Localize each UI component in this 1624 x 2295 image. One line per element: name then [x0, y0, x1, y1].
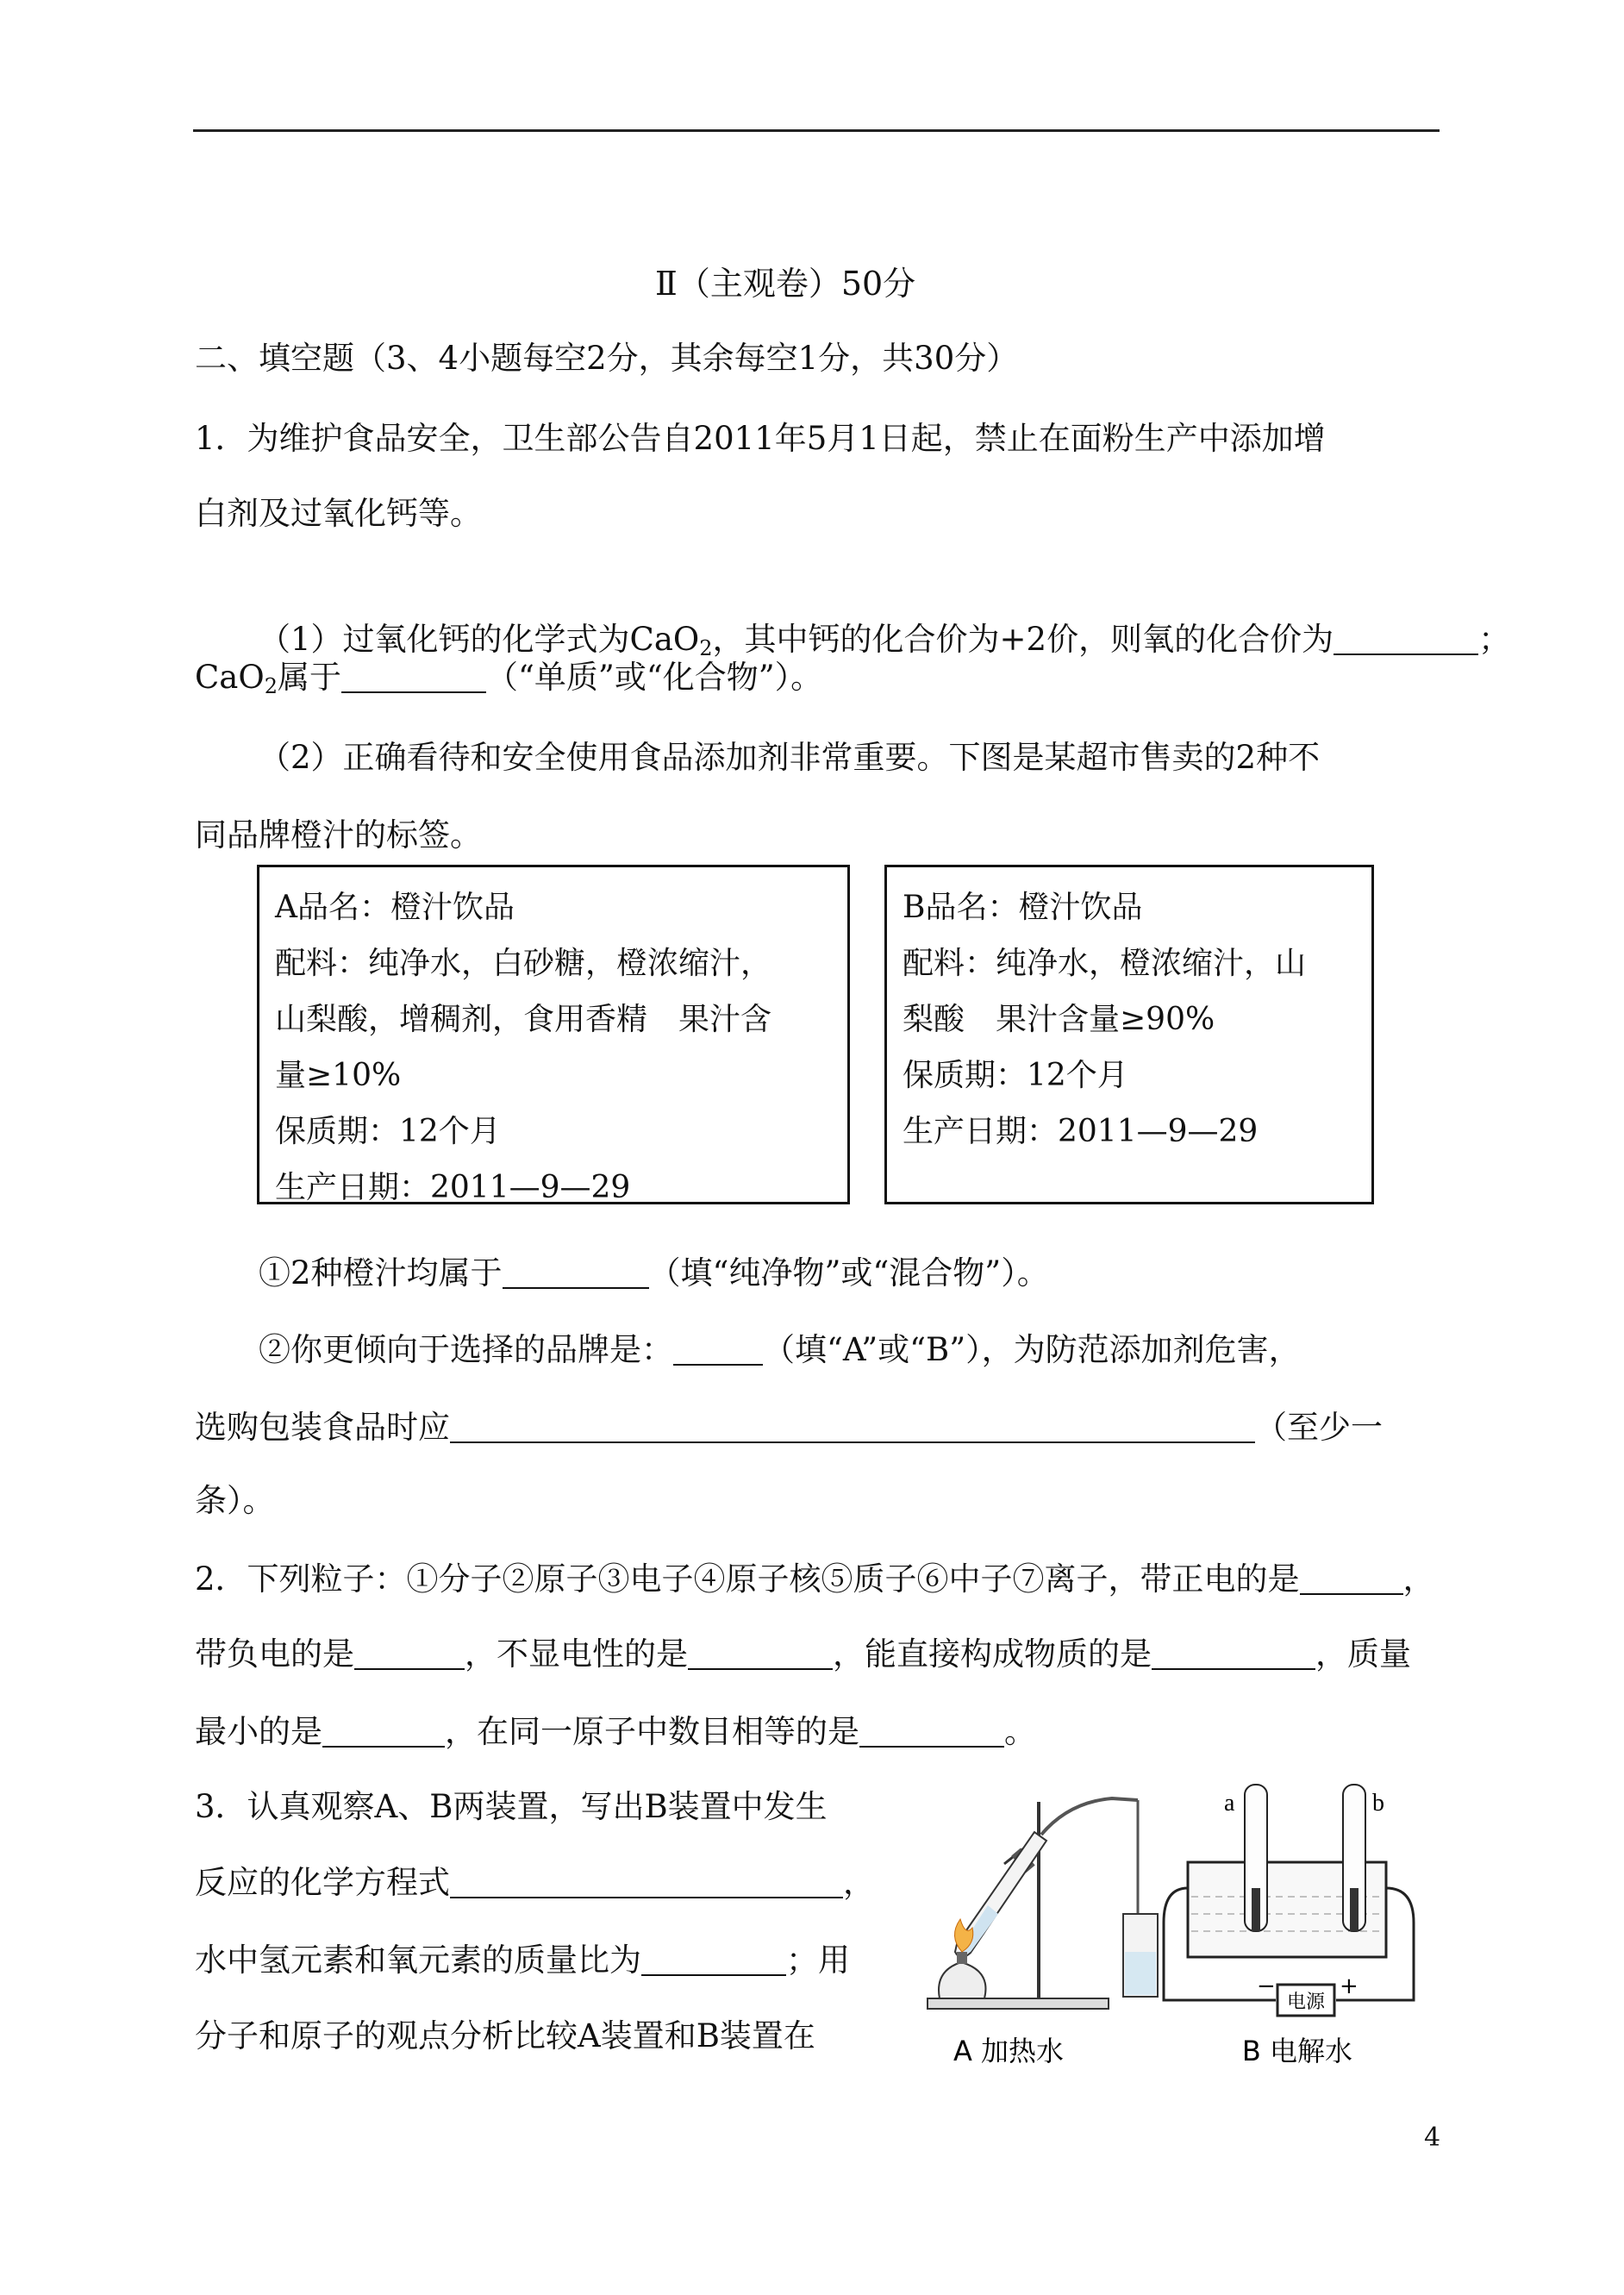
label-a-line: 保质期：12个月 — [275, 1114, 501, 1149]
q1-part1-line1: （1）过氧化钙的化学式为CaO$_2$，其中钙的化合价为+2价，则氧的化合价为 ； — [259, 621, 1511, 660]
label-b-line: B品名：橙汁饮品 — [903, 890, 1143, 925]
apparatus-figure — [922, 1767, 1422, 2069]
q2-line1: 2．下列粒子：①分子②原子③电子④原子核⑤质子⑥中子⑦离子，带正电的是 ， — [195, 1560, 1435, 1598]
caption-a: A 加热水 — [953, 2035, 1065, 2067]
q1-sub2-line3: 条）。 — [195, 1482, 275, 1519]
caption-b: B 电解水 — [1241, 2035, 1353, 2067]
electrolysis-apparatus — [1164, 1785, 1414, 2016]
answer-blank[interactable] — [1152, 1637, 1315, 1670]
q1-part2-line1: （2）正确看待和安全使用食品添加剂非常重要。下图是某超市售卖的2种不 — [259, 739, 1321, 776]
answer-blank[interactable] — [450, 1410, 1255, 1443]
answer-blank[interactable] — [688, 1637, 833, 1670]
label-b-line: 梨酸 果汁含量≥90% — [903, 1002, 1215, 1037]
label-brand-b — [884, 865, 1374, 1204]
answer-blank[interactable] — [859, 1715, 1004, 1748]
label-b-line: 生产日期：2011—9—29 — [903, 1114, 1259, 1149]
label-a-line: 山梨酸，增稠剂，食用香精 果汁含 — [275, 1002, 772, 1037]
tube-b-label: b — [1372, 1790, 1384, 1817]
q1-line2: 白剂及过氧化钙等。 — [195, 495, 482, 532]
answer-blank[interactable] — [354, 1637, 465, 1670]
q3-line4: 分子和原子的观点分析比较A装置和B装置在 — [195, 2017, 815, 2054]
q2-line2: 带负电的是 ，不显电性的是 ，能直接构成物质的是 ，质量 — [195, 1635, 1411, 1673]
q1-sub1: ①2种橙汁均属于 （填“纯净物”或“混合物”）。 — [259, 1254, 1049, 1291]
header-rule — [193, 129, 1440, 132]
q1-sub2-line2: 选购包装食品时应 （至少一 — [195, 1409, 1383, 1446]
label-b-line: 保质期：12个月 — [903, 1058, 1128, 1093]
answer-blank[interactable] — [341, 660, 486, 693]
label-a-line: 生产日期：2011—9—29 — [275, 1170, 631, 1205]
tube-a-label: a — [1224, 1790, 1235, 1817]
q1-line1: 1．为维护食品安全，卫生部公告自2011年5月1日起，禁止在面粉生产中添加增 — [195, 420, 1326, 457]
answer-blank[interactable] — [1300, 1562, 1403, 1595]
answer-blank[interactable] — [673, 1333, 763, 1366]
label-brand-a — [257, 865, 850, 1204]
q3-line3: 水中氢元素和氧元素的质量比为 ；用 — [195, 1942, 850, 1979]
label-b-line: 配料：纯净水，橙浓缩汁，山 — [903, 946, 1307, 981]
q3-line2: 反应的化学方程式 ， — [195, 1864, 875, 1901]
q1-part2-line2: 同品牌橙汁的标签。 — [195, 816, 482, 854]
label-a-line: A品名：橙汁饮品 — [275, 890, 515, 925]
answer-blank[interactable] — [503, 1256, 649, 1289]
answer-blank[interactable] — [641, 1943, 786, 1976]
answer-blank[interactable] — [1334, 622, 1478, 655]
page-number: 4 — [1424, 2123, 1441, 2153]
page-title: Ⅱ（主观卷）50分 — [655, 265, 916, 303]
power-source-label: 电源 — [1286, 1992, 1326, 2013]
plus-sign: + — [1340, 1973, 1359, 1999]
section-heading: 二、填空题（3、4小题每空2分，其余每空1分，共30分） — [195, 340, 1019, 377]
label-a-line: 配料：纯净水，白砂糖，橙浓缩汁， — [275, 946, 772, 981]
q2-line3: 最小的是 ，在同一原子中数目相等的是 。 — [195, 1713, 1036, 1750]
answer-blank[interactable] — [450, 1866, 843, 1898]
q1-sub2-line1: ②你更倾向于选择的品牌是： （填“A”或“B”），为防范添加剂危害， — [259, 1331, 1301, 1368]
heating-apparatus — [928, 1798, 1158, 2009]
q1-part1-line2: CaO$_2$属于 （“单质”或“化合物”）。 — [195, 659, 823, 698]
answer-blank[interactable] — [322, 1715, 445, 1748]
q3-line1: 3．认真观察A、B两装置，写出B装置中发生 — [195, 1788, 828, 1825]
minus-sign: − — [1257, 1973, 1276, 1999]
label-a-line: 量≥10% — [275, 1058, 402, 1093]
